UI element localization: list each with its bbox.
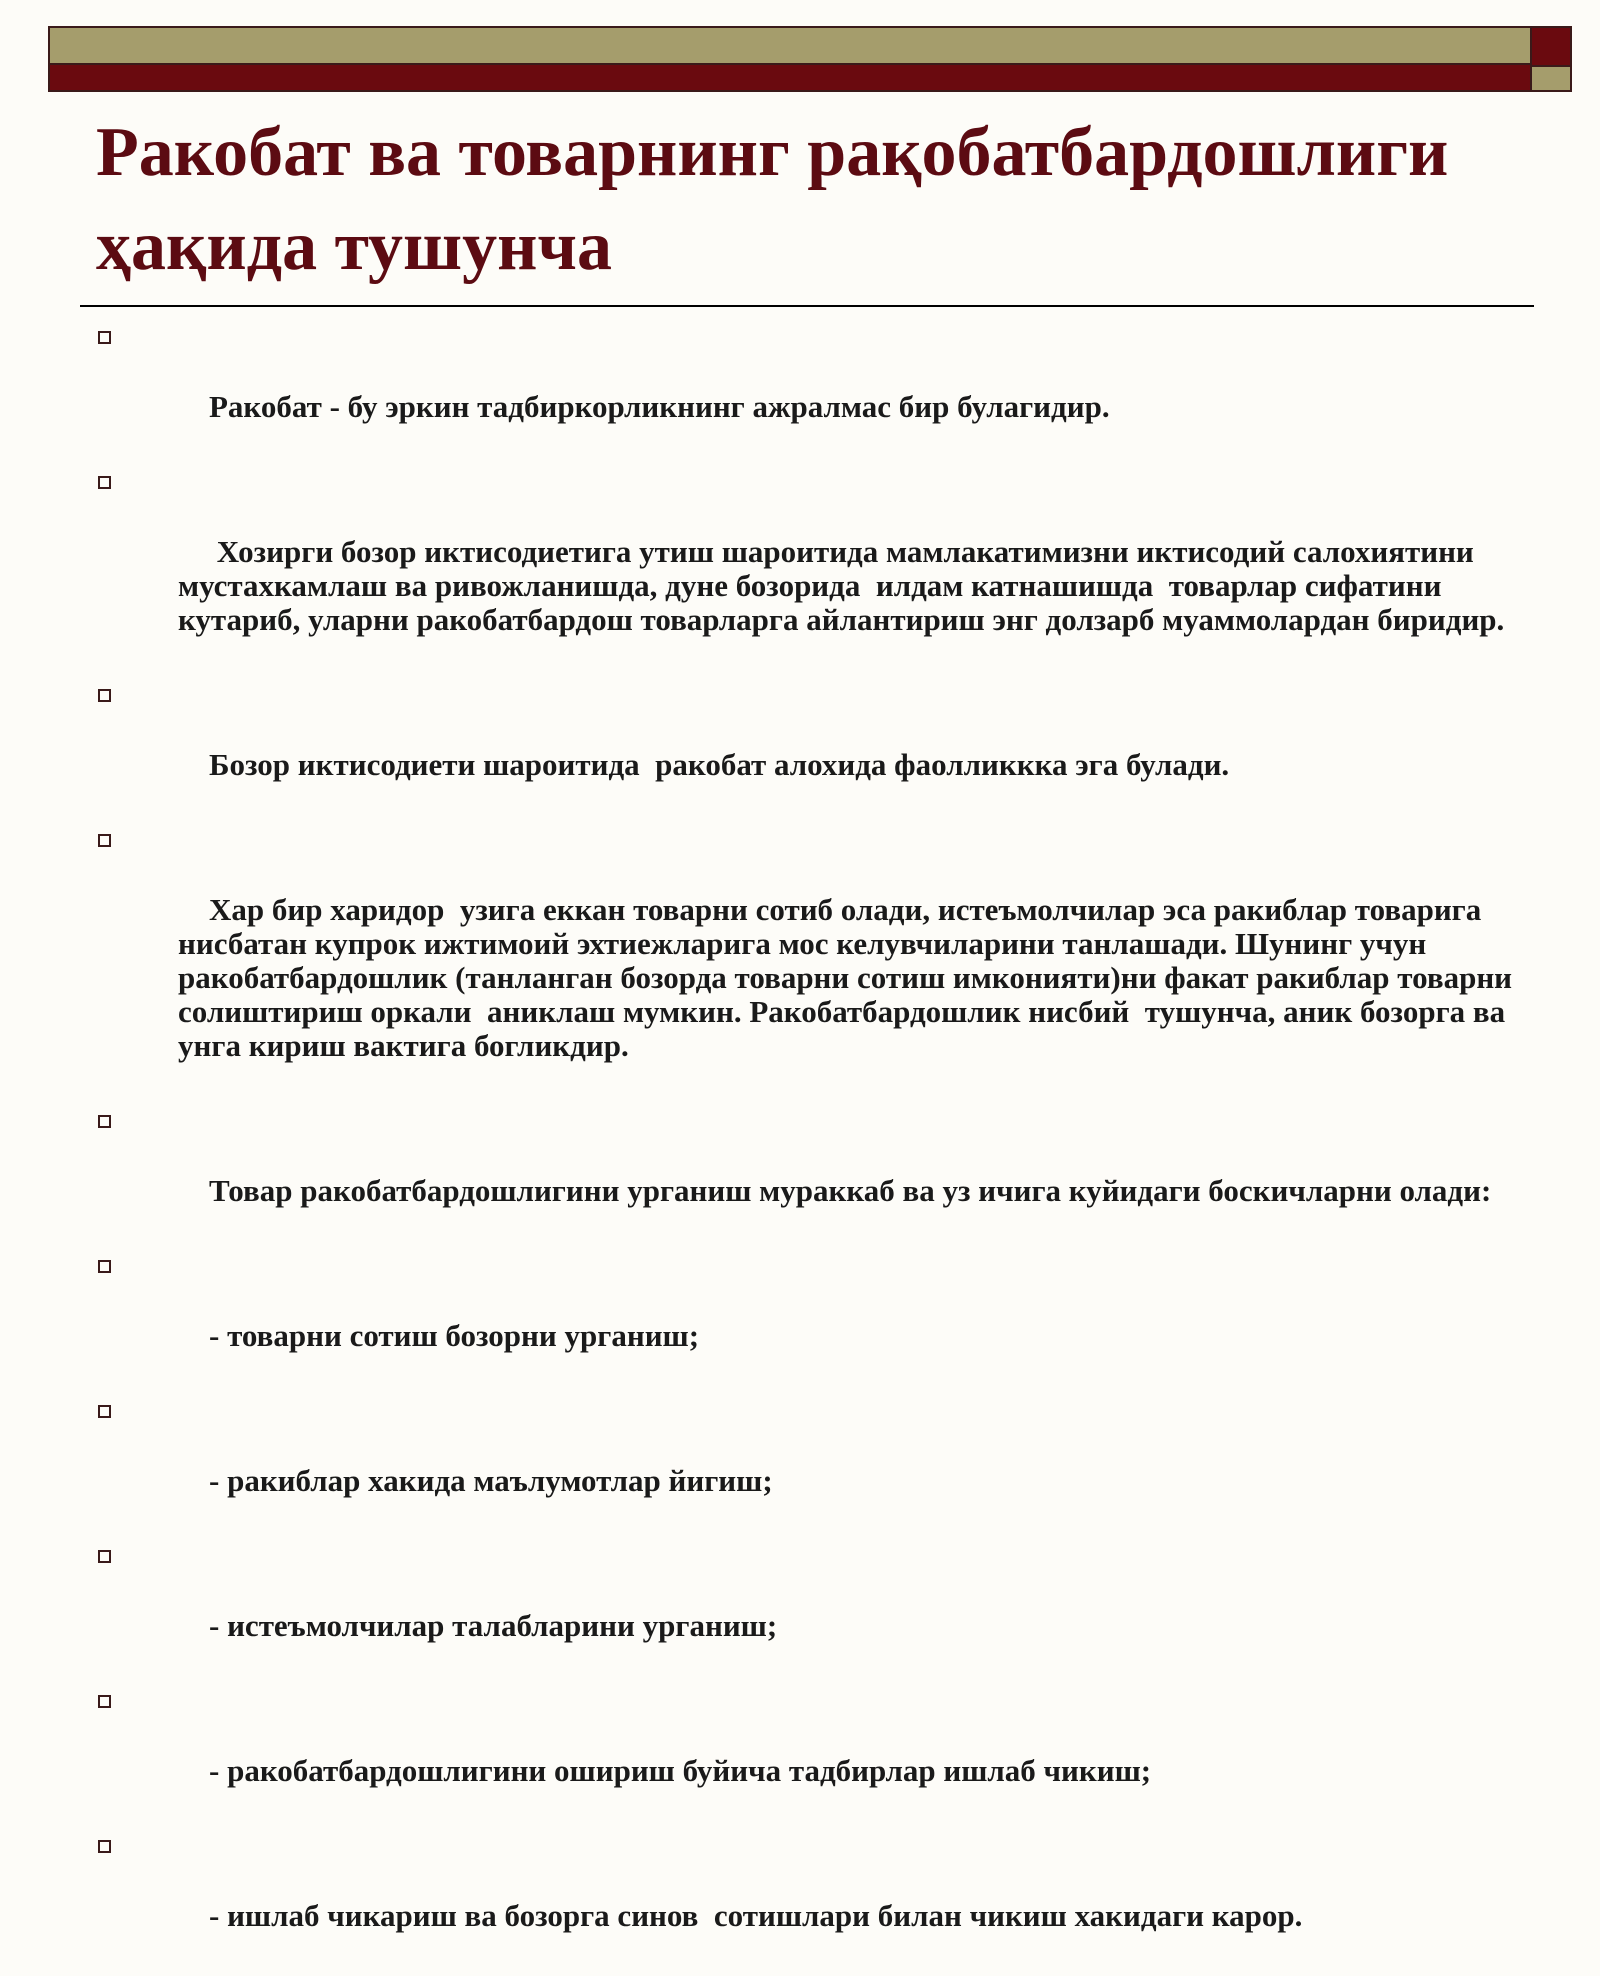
bullet-item [96, 322, 1516, 458]
bullet-item [96, 1541, 1516, 1677]
bullet-text: - ракобатбардошлигини ошириш буйича тадбирлар ишлаб чикиш; [209, 1753, 1152, 1788]
hollow-square-icon [98, 689, 111, 702]
hollow-square-icon [98, 1405, 111, 1418]
bullet-item [96, 825, 1520, 1097]
bullet-text: - товарни сотиш бозорни урганиш; [209, 1318, 700, 1353]
bullet-text: - ракиблар хакида маълумотлар йигиш; [209, 1463, 773, 1498]
header-decoration-band [48, 26, 1572, 92]
bullet-item [96, 1831, 1516, 1967]
bullet-list [96, 322, 1520, 1976]
header-corner-dark-square [1530, 28, 1570, 67]
bullet-item [96, 467, 1516, 671]
bullet-item [96, 1686, 1516, 1822]
hollow-square-icon [98, 1840, 111, 1853]
hollow-square-icon [98, 1695, 111, 1708]
bullet-text: Ракобат - бу эркин тадбиркорликнинг ажралмас бир булагидир. [209, 389, 1110, 424]
bullet-text: Товар ракобатбардошлигини урганиш мураккаб ва уз ичига куйидаги боскичларни олади: [209, 1173, 1492, 1208]
bullet-text: - истеъмолчилар талабларини урганиш; [209, 1608, 778, 1643]
hollow-square-icon [98, 476, 111, 489]
bullet-text: Хозирги бозор иктисодиетига утиш шароитида мамлакатимизни иктисодий салохиятини мустахкамлаш ва ривожланишда, дуне бозорида илдам катнашишда товарлар сифатини кутариб, уларни ракобатбардош товарларга айлантириш энг долзарб муаммолардан биридир. [178, 534, 1505, 637]
bullet-item [96, 1106, 1516, 1242]
header-dark-bar [50, 63, 1530, 90]
bullet-text: Хар бир харидор узига еккан товарни сотиб олади, истеъмолчилар эса ракиблар товарига нисбатан купрок ижтимоий эхтиежларига мос келувчиларини танлашади. Шунинг учун ракобатбардошлик (танланган бозорда товарни сотиш имконияти)ни факат ракиблар товарни солиштириш оркали аниклаш мумкин. Ракобатбардошлик нисбий тушунча, аник бозорга ва унга кириш вактига богликдир. [178, 892, 1520, 1063]
bullet-item [96, 680, 1516, 816]
slide-title: Ракобат ва товарнинг рақобатбардошлиги ҳақида тушунча [96, 114, 1449, 285]
bullet-text: - ишлаб чикариш ва бозорга синов сотишлари билан чикиш хакидаги карор. [209, 1898, 1303, 1933]
bullet-item [96, 1396, 1516, 1532]
bullet-item [96, 1251, 1516, 1387]
hollow-square-icon [98, 331, 111, 344]
header-corner-olive-square [1530, 65, 1570, 90]
bullet-text: Бозор иктисодиети шароитида ракобат алохида фаолликкка эга булади. [209, 747, 1230, 782]
hollow-square-icon [98, 1550, 111, 1563]
hollow-square-icon [98, 1115, 111, 1128]
hollow-square-icon [98, 1260, 111, 1273]
title-divider [80, 305, 1534, 307]
hollow-square-icon [98, 834, 111, 847]
